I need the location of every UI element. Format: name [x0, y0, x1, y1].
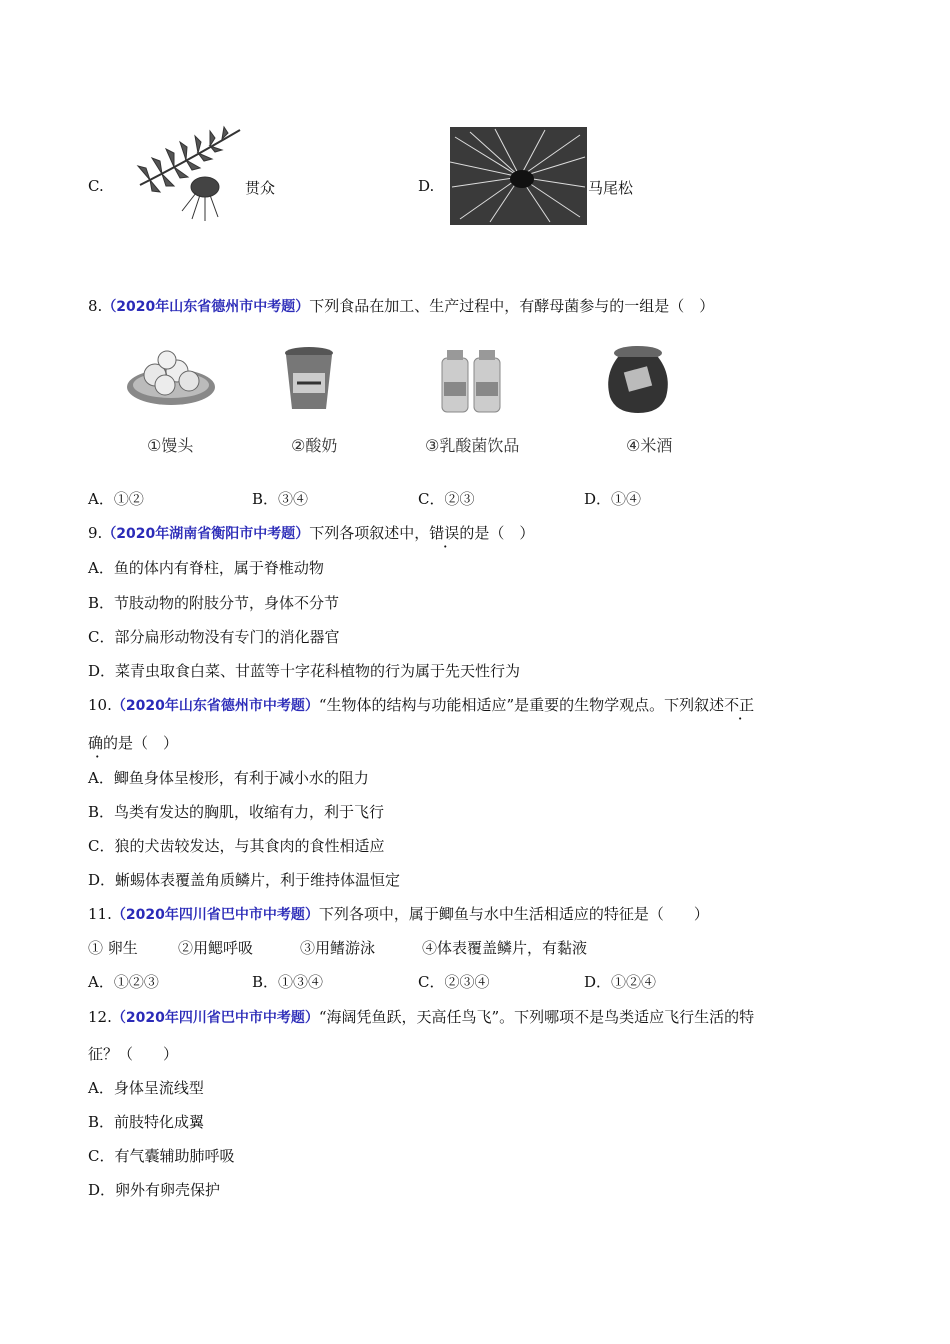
q11-option-c: C．②③④ — [418, 973, 490, 991]
q12-option-a: A．身体呈流线型 — [88, 1079, 204, 1097]
q10-option-d: D．蜥蜴体表覆盖角质鳞片，利于维持体温恒定 — [88, 871, 401, 889]
question-10-line2: 确的是（ ） — [88, 734, 179, 752]
question-stem: “海阔凭鱼跃，天高任鸟飞”。下列哪项不是鸟类适应飞行生活的特 — [318, 1008, 755, 1026]
q11-option-b: B．①③④ — [252, 973, 324, 991]
question-stem: 下列各项中，属于鲫鱼与水中生活相适应的特征是（ ） — [318, 905, 709, 923]
question-12 — [88, 1006, 754, 1027]
emphasis-word: 确 — [88, 734, 104, 752]
question-number: 8. — [88, 297, 103, 315]
question-12-line2: 征？（ ） — [88, 1045, 179, 1063]
question-number: 9. — [88, 524, 103, 542]
question-stem: 下列食品在加工、生产过程中，有酵母菌参与的一组是（ ） — [309, 297, 715, 315]
mantou-image — [125, 345, 217, 407]
q11-option-d: D．①②④ — [584, 973, 657, 991]
question-number: 10. — [88, 696, 112, 714]
q11-option-a: A．①②③ — [88, 973, 159, 991]
q12-option-b: B．前肢特化成翼 — [88, 1113, 205, 1131]
q10-option-b: B．鸟类有发达的胸肌，收缩有力，利于飞行 — [88, 803, 385, 821]
question-number: 12. — [88, 1008, 112, 1026]
q9-option-a: A．鱼的体内有脊柱，属于脊椎动物 — [88, 559, 324, 577]
q9-option-b: B．节肢动物的附肢分节，身体不分节 — [88, 594, 340, 612]
emphasis-word: 错误 — [429, 524, 460, 542]
image-caption-rice-wine: ④米酒 — [626, 436, 673, 455]
question-number: 11. — [88, 905, 112, 923]
q11-item-1: ① 卵生 — [88, 939, 138, 957]
q8-option-a: A．①② — [88, 490, 144, 508]
q10-option-a: A．鲫鱼身体呈梭形，有利于减小水的阻力 — [88, 769, 369, 787]
question-source: （2020年山东省德州市中考题） — [102, 299, 310, 315]
option-d-text: 马尾松 — [588, 179, 634, 197]
question-source: （2020年四川省巴中市中考题） — [111, 907, 319, 923]
option-d-label: D. — [418, 177, 435, 195]
q12-option-c: C．有气囊辅助肺呼吸 — [88, 1147, 235, 1165]
option-c-text: 贯众 — [245, 179, 276, 197]
image-caption-drink: ③乳酸菌饮品 — [425, 436, 520, 455]
image-caption-mantou: ①馒头 — [147, 436, 194, 455]
q12-option-d: D．卵外有卵壳保护 — [88, 1181, 221, 1199]
q9-option-d: D．菜青虫取食白菜、甘蓝等十字花科植物的行为属于先天性行为 — [88, 662, 521, 680]
question-source: （2020年湖南省衡阳市中考题） — [102, 526, 310, 542]
q8-option-d: D．①④ — [584, 490, 642, 508]
question-11 — [88, 903, 709, 924]
q11-item-3: ③用鳍游泳 — [300, 939, 376, 957]
question-10 — [88, 694, 754, 715]
question-8 — [88, 295, 714, 316]
pine-image — [450, 127, 587, 225]
image-caption-yogurt: ②酸奶 — [291, 436, 338, 455]
emphasis-word: 不正 — [724, 696, 755, 714]
q10-option-c: C．狼的犬齿较发达，与其食肉的食性相适应 — [88, 837, 385, 855]
q11-item-4: ④体表覆盖鳞片，有黏液 — [422, 939, 588, 957]
rice-wine-image — [604, 345, 672, 415]
question-stem: “生物体的结构与功能相适应”是重要的生物学观点。下列叙述 — [318, 696, 725, 714]
q8-option-b: B．③④ — [252, 490, 309, 508]
yogurt-image — [283, 345, 335, 415]
fern-image — [110, 125, 245, 225]
q9-option-c: C．部分扁形动物没有专门的消化器官 — [88, 628, 340, 646]
question-9: 9.（2020年湖南省衡阳市中考题）下列各项叙述中，错误的是（ ） — [88, 524, 535, 542]
question-source: （2020年四川省巴中市中考题） — [111, 1010, 319, 1026]
lactobacillus-drink-image — [438, 348, 506, 414]
option-c-label: C. — [88, 177, 104, 195]
q8-option-c: C．②③ — [418, 490, 475, 508]
q11-item-2: ②用鳃呼吸 — [178, 939, 254, 957]
question-stem: 下列各项叙述中， — [309, 524, 430, 542]
question-source: （2020年山东省德州市中考题） — [111, 698, 319, 714]
